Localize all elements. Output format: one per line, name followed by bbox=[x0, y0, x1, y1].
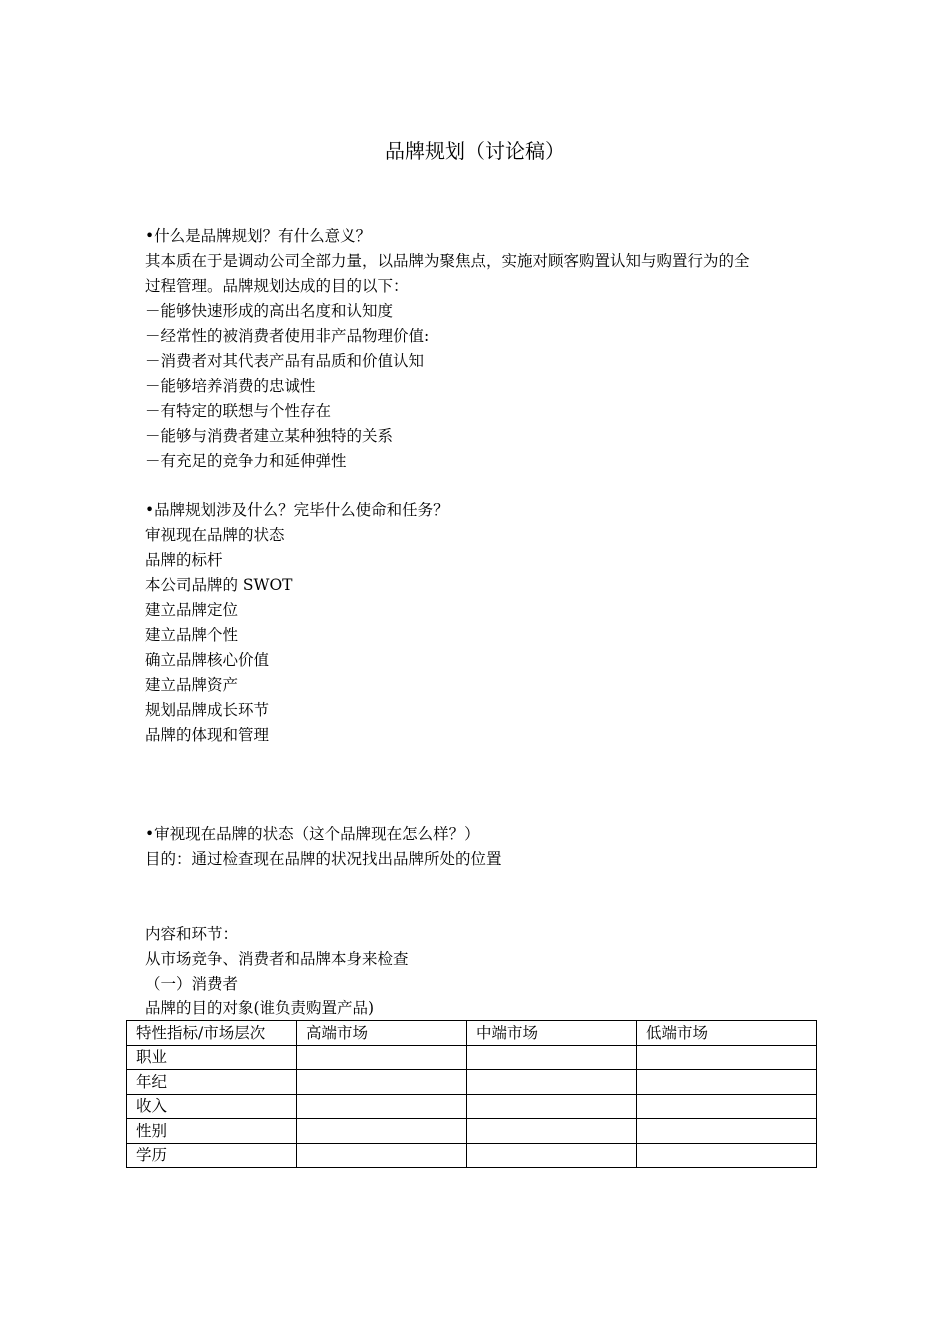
table-cell bbox=[637, 1045, 817, 1070]
table-cell bbox=[297, 1119, 467, 1144]
content-label: 内容和环节： bbox=[145, 925, 239, 943]
table-cell bbox=[297, 1143, 467, 1168]
table-cell bbox=[467, 1143, 637, 1168]
section1-list-item: －经常性的被消费者使用非产品物理价值: bbox=[145, 327, 430, 345]
header-cell: 特性指标/市场层次 bbox=[127, 1021, 297, 1046]
table-cell bbox=[637, 1119, 817, 1144]
table-cell bbox=[297, 1045, 467, 1070]
section2-list-item: 品牌的体现和管理 bbox=[145, 726, 270, 744]
table-cell bbox=[637, 1094, 817, 1119]
section1-heading: •什么是品牌规划？有什么意义？ bbox=[145, 227, 372, 245]
header-cell: 低端市场 bbox=[637, 1021, 817, 1046]
table-cell bbox=[297, 1094, 467, 1119]
table-row bbox=[127, 1119, 817, 1144]
content-description: 从市场竞争、消费者和品牌本身来检查 bbox=[145, 950, 409, 968]
section2-heading: •品牌规划涉及什么？完毕什么使命和任务？ bbox=[145, 501, 449, 519]
table-cell bbox=[637, 1143, 817, 1168]
table-header-row bbox=[127, 1021, 817, 1046]
section2-list-item: 建立品牌个性 bbox=[145, 626, 239, 644]
section2-list-item: 审视现在品牌的状态 bbox=[145, 526, 285, 544]
header-cell: 高端市场 bbox=[297, 1021, 467, 1046]
section3-heading: •审视现在品牌的状态（这个品牌现在怎么样？） bbox=[145, 825, 480, 843]
section2-list-item: 确立品牌核心价值 bbox=[145, 651, 270, 669]
section2-list-item: 建立品牌资产 bbox=[145, 676, 239, 694]
row-label: 职业 bbox=[127, 1045, 297, 1070]
row-label: 性别 bbox=[127, 1119, 297, 1144]
table-row bbox=[127, 1094, 817, 1119]
table-row bbox=[127, 1143, 817, 1168]
section1-paragraph-line2: 过程管理。品牌规划达成的目的以下： bbox=[145, 277, 409, 295]
section3-purpose: 目的：通过检查现在品牌的状况找出品牌所处的位置 bbox=[145, 850, 502, 868]
section2-list-item: 品牌的标杆 bbox=[145, 551, 223, 569]
section1-list-item: －能够与消费者建立某种独特的关系 bbox=[145, 427, 394, 445]
section1-list-item: －有特定的联想与个性存在 bbox=[145, 402, 332, 420]
consumer-subheading: （一）消费者 bbox=[145, 975, 239, 993]
section2-list-item: 本公司品牌的 SWOT bbox=[145, 576, 293, 594]
target-audience-table bbox=[126, 1020, 817, 1168]
table-cell bbox=[467, 1094, 637, 1119]
header-cell: 中端市场 bbox=[467, 1021, 637, 1046]
section2-list-item: 建立品牌定位 bbox=[145, 601, 239, 619]
row-label: 学历 bbox=[127, 1143, 297, 1168]
section1-paragraph-line1: 其本质在于是调动公司全部力量，以品牌为聚焦点，实施对顾客购置认知与购置行为的全 bbox=[145, 252, 750, 270]
row-label: 收入 bbox=[127, 1094, 297, 1119]
section2-list-item: 规划品牌成长环节 bbox=[145, 701, 270, 719]
table-row bbox=[127, 1045, 817, 1070]
table-cell bbox=[637, 1070, 817, 1095]
section1-list-item: －有充足的竞争力和延伸弹性 bbox=[145, 452, 347, 470]
document-title: 品牌规划（讨论稿） bbox=[385, 139, 565, 163]
section1-list-item: －能够培养消费的忠诚性 bbox=[145, 377, 316, 395]
table-cell bbox=[467, 1045, 637, 1070]
table-cell bbox=[297, 1070, 467, 1095]
section1-list-item: －消费者对其代表产品有品质和价值认知 bbox=[145, 352, 425, 370]
table-cell bbox=[467, 1070, 637, 1095]
section1-list-item: －能够快速形成的高出名度和认知度 bbox=[145, 302, 394, 320]
row-label: 年纪 bbox=[127, 1070, 297, 1095]
table-row bbox=[127, 1070, 817, 1095]
table-caption: 品牌的目的对象(谁负责购置产品) bbox=[145, 999, 375, 1017]
table-cell bbox=[467, 1119, 637, 1144]
